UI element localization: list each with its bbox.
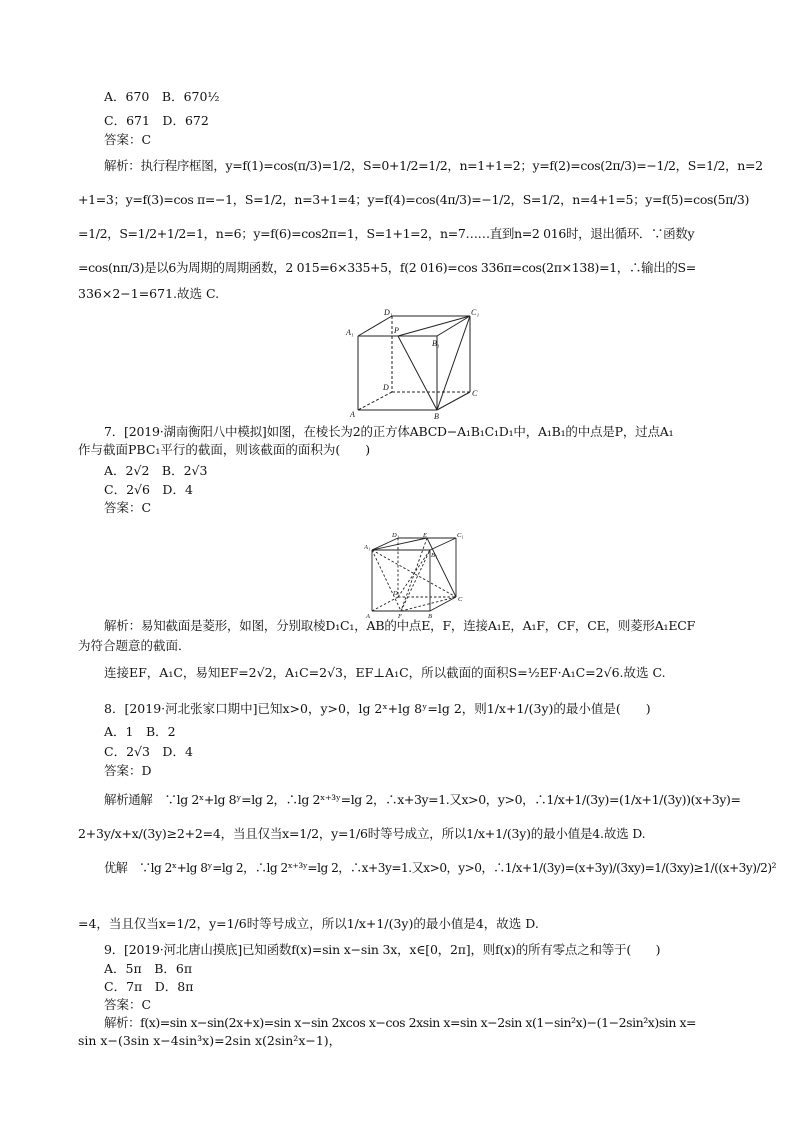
- q7-answer: 答案：C: [104, 500, 152, 515]
- fig2-label: B₁: [431, 552, 438, 559]
- q9-options-line2: C．7π D．8π: [104, 979, 194, 994]
- fig2-label: C₁: [457, 533, 464, 539]
- q9-analysis-line1: 解析：f(x)=sin x−sin(2x+x)=sin x−sin 2xcos x−cos 2xsin x=sin x−2sin x(1−sin²x)−(1−2sin²x)sin x=: [104, 1015, 697, 1030]
- fig1-label: B: [434, 412, 439, 420]
- cube-figure-2: [364, 533, 468, 619]
- q8-optimal-line2: =4，当且仅当x=1/2，y=1/6时等号成立，所以1/x+1/(3y)的最小值是4，故选 D.: [78, 916, 539, 931]
- q7-stem-line1: 7．[2019·湖南衡阳八中模拟]如图，在棱长为2的正方体ABCD−A₁B₁C₁D₁中，A₁B₁的中点是P，过点A₁: [104, 424, 674, 439]
- q7-stem-line2: 作与截面PBC₁平行的截面，则该截面的面积为( ): [78, 442, 371, 457]
- q9-stem: 9．[2019·河北唐山摸底]已知函数f(x)=sin x−sin 3x，x∈[0，2π]，则f(x)的所有零点之和等于( ): [104, 942, 661, 957]
- q6-analysis-line: +1=3；y=f(3)=cos π=−1，S=1/2，n=3+1=4；y=f(4)=cos(4π/3)=−1/2，S=1/2，n=4+1=5；y=f(5)=cos(5π/3): [78, 192, 750, 207]
- fig1-label: C: [472, 389, 478, 398]
- fig2-label: A₁: [364, 544, 371, 551]
- fig1-label: P: [394, 326, 399, 335]
- fig1-label: C₁: [471, 308, 480, 317]
- q6-options-line1: A．670 B．670½: [104, 89, 220, 104]
- fig2-label: E: [423, 533, 427, 539]
- q9-options-line1: A．5π B．6π: [104, 961, 193, 976]
- q6-answer: 答案：C: [104, 132, 152, 147]
- fig2-label: C: [458, 596, 463, 603]
- q6-options-line2: C．671 D．672: [104, 113, 209, 128]
- q9-answer: 答案：C: [104, 997, 152, 1012]
- fig2-label: D₁: [392, 533, 399, 539]
- fig2-label: A: [366, 613, 370, 619]
- fig1-label: A: [350, 410, 355, 419]
- q7-analysis-line2: 为符合题意的截面．: [78, 638, 191, 653]
- q8-answer: 答案：D: [104, 763, 152, 778]
- fig1-label: D: [383, 383, 389, 392]
- q7-analysis-line1: 解析：易知截面是菱形，如图，分别取棱D₁C₁，AB的中点E，F，连接A₁E，A₁F，CF，CE，则菱形A₁ECF: [104, 618, 696, 633]
- q7-analysis-line3: 连接EF，A₁C，易知EF=2√2，A₁C=2√3，EF⊥A₁C，所以截面的面积S=½EF·A₁C=2√6.故选 C.: [104, 665, 666, 680]
- q7-options-line2: C．2√6 D．4: [104, 482, 193, 497]
- fig2-label: B: [428, 613, 432, 619]
- q7-options-line1: A．2√2 B．2√3: [104, 463, 208, 478]
- q6-analysis-line: =cos(nπ/3)是以6为周期的周期函数，2 015=6×335+5，f(2 016)=cos 336π=cos(2π×138)=1，∴输出的S=: [78, 260, 696, 275]
- q8-general-line2: 2+3y/x+x/(3y)≥2+2=4，当且仅当x=1/2，y=1/6时等号成立，所以1/x+1/(3y)的最小值是4.故选 D.: [78, 826, 646, 841]
- q6-analysis-line: 336×2−1=671.故选 C.: [78, 286, 220, 301]
- cube-figure-1: [342, 306, 488, 420]
- fig2-label: F: [398, 613, 402, 619]
- fig1-label: D₁: [384, 308, 393, 317]
- q8-stem: 8．[2019·河北张家口期中]已知x>0，y>0，lg 2ˣ+lg 8ʸ=lg 2，则1/x+1/(3y)的最小值是( ): [104, 701, 651, 716]
- fig2-label: D: [393, 590, 398, 597]
- fig1-label: A₁: [346, 328, 354, 337]
- q6-analysis-line: =1/2，S=1/2+1/2=1，n=6；y=f(6)=cos2π=1，S=1+1=2，n=7……直到n=2 016时，退出循环．∵函数y: [78, 226, 695, 241]
- q8-general-line1: 解析通解 ∵lg 2ˣ+lg 8ʸ=lg 2，∴lg 2ˣ⁺³ʸ=lg 2，∴x+3y=1.又x>0，y>0，∴1/x+1/(3y)=(1/x+1/(3y))(x+3y)=: [104, 792, 741, 807]
- q8-optimal-line1: 优解 ∵lg 2ˣ+lg 8ʸ=lg 2，∴lg 2ˣ⁺³ʸ=lg 2，∴x+3y=1.又x>0，y>0，∴1/x+1/(3y)=(x+3y)/(3xy)=1/(3xy)≥1/((x+3y)/2)²: [104, 860, 776, 875]
- q8-options-line1: A．1 B．2: [104, 724, 176, 739]
- fig1-label: B₁: [432, 339, 440, 348]
- q8-options-line2: C．2√3 D．4: [104, 744, 193, 759]
- q9-analysis-line2: sin x−(3sin x−4sin³x)=2sin x(2sin²x−1)，: [78, 1033, 342, 1048]
- q6-analysis-line: 解析：执行程序框图，y=f(1)=cos(π/3)=1/2，S=0+1/2=1/2，n=1+1=2；y=f(2)=cos(2π/3)=−1/2，S=1/2，n=2: [104, 158, 763, 173]
